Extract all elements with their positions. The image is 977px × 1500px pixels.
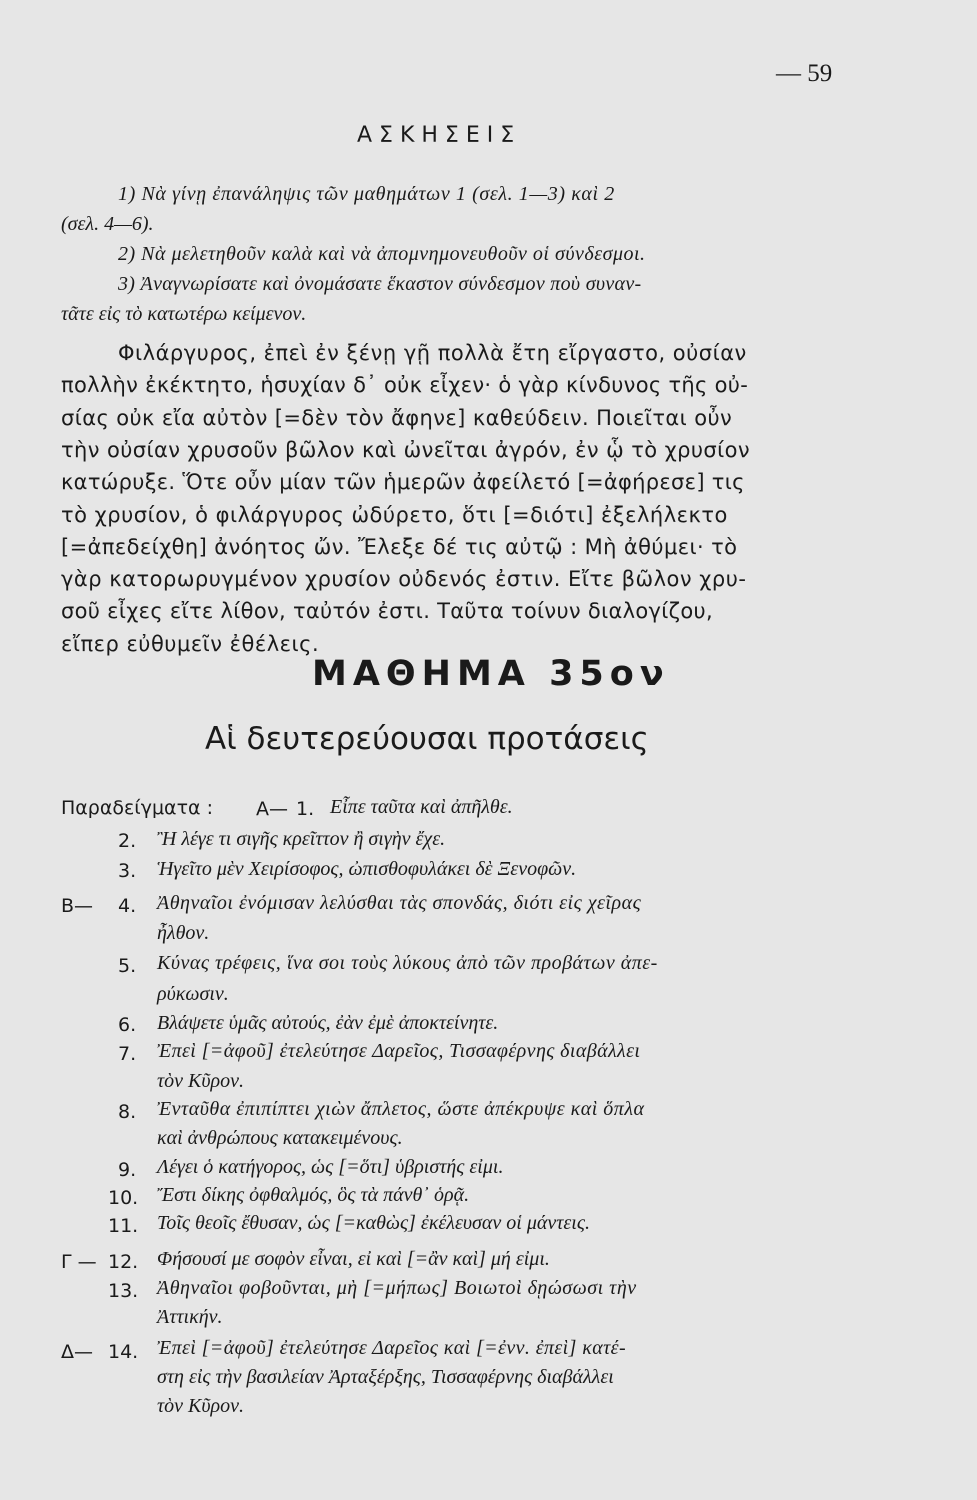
exercise-line: (σελ. 4—6). [61, 213, 154, 235]
example-number: 10. [108, 1187, 139, 1209]
example-group: Α— [256, 798, 288, 820]
example-group: Δ— [61, 1341, 93, 1363]
example-number: 2. [118, 830, 137, 852]
passage-line: πολλὴν ἐκέκτητο, ἡσυχίαν δ᾿ οὐκ εἶχεν· ὁ γὰρ κίνδυνος τῆς οὐ- [61, 373, 749, 397]
lesson-subtitle: Αἱ δευτερεύουσαι προτάσεις [205, 721, 649, 757]
example-number: 14. [108, 1341, 139, 1363]
passage-line: [=ἀπεδείχθη] ἀνόητος ὤν. Ἔλεξε δέ τις αὐτῷ : Μὴ ἀθύμει· τὸ [61, 535, 738, 559]
passage-line: τὸ χρυσίον, ὁ φιλάργυρος ὠδύρετο, ὅτι [=διότι] ἐξελήλεκτο [61, 503, 728, 527]
exercise-line: 3) Ἀναγνωρίσατε καὶ ὀνομάσατε ἕκαστον σύνδεσμον ποὺ συναν- [118, 273, 642, 295]
example-text: Ἀθηναῖοι φοβοῦνται, μὴ [=μήπως] Βοιωτοὶ δῃώσωσι τὴν [157, 1277, 637, 1299]
example-number: 5. [118, 955, 137, 977]
example-number: 8. [118, 1101, 137, 1123]
passage-line: σίας οὐκ εἴα αὐτὸν [=δὲν τὸν ἄφηνε] καθεύδειν. Ποιεῖται οὖν [61, 406, 733, 430]
example-text: Φήσουσί με σοφὸν εἶναι, εἰ καὶ [=ἂν καὶ] μή εἰμι. [157, 1248, 550, 1270]
example-group: Β— [61, 895, 94, 917]
example-number: 6. [118, 1014, 137, 1036]
example-text: Βλάψετε ὑμᾶς αὐτούς, ἐὰν ἐμὲ ἀποκτείνητε. [157, 1012, 499, 1034]
example-text: Ἀττικήν. [157, 1306, 223, 1328]
example-text: Ἡγεῖτο μὲν Χειρίσοφος, ὠπισθοφυλάκει δὲ Ξενοφῶν. [157, 858, 577, 880]
passage-line: εἴπερ εὐθυμεῖν ἐθέλεις. [61, 632, 320, 656]
example-text: τὸν Κῦρον. [157, 1395, 245, 1417]
example-number: 7. [118, 1043, 137, 1065]
example-text: Ἀθηναῖοι ἐνόμισαν λελύσθαι τὰς σπονδάς, διότι εἰς χεῖρας [157, 892, 642, 914]
example-text: Λέγει ὁ κατήγορος, ὡς [=ὅτι] ὑβριστής εἰμι. [157, 1156, 504, 1178]
example-number: 3. [118, 860, 137, 882]
example-group: Γ — [61, 1251, 97, 1273]
example-text: καὶ ἀνθρώπους κατακειμένους. [157, 1127, 403, 1149]
exercises-heading: ΑΣΚΗΣΕΙΣ [357, 123, 522, 148]
example-number: 4. [118, 895, 137, 917]
example-text: στη εἰς τὴν βασιλείαν Ἀρταξέρξης, Τισσαφέρνης διαβάλλει [157, 1366, 614, 1388]
passage-line: κατώρυξε. Ὅτε οὖν μίαν τῶν ἡμερῶν ἀφείλετό [=ἀφήρεσε] τις [61, 470, 745, 494]
passage-line: Φιλάργυρος, ἐπεὶ ἐν ξένῃ γῇ πολλὰ ἔτη εἴργαστο, οὐσίαν [118, 341, 747, 365]
example-text: Ἔστι δίκης ὀφθαλμός, ὃς τὰ πάνθ᾿ ὁρᾷ. [157, 1184, 470, 1206]
example-text: Ἐπεὶ [=ἀφοῦ] ἐτελεύτησε Δαρεῖος, Τισσαφέρνης διαβάλλει [157, 1040, 641, 1062]
example-text: Ἐνταῦθα ἐπιπίπτει χιὼν ἄπλετος, ὥστε ἀπέκρυψε καὶ ὅπλα [157, 1098, 645, 1120]
example-text: Εἶπε ταῦτα καὶ ἀπῆλθε. [330, 796, 513, 818]
example-text: ρύκωσιν. [157, 983, 229, 1005]
exercise-line: 1) Νὰ γίνῃ ἐπανάληψις τῶν μαθημάτων 1 (σελ. 1—3) καὶ 2 [118, 183, 615, 205]
passage-line: σοῦ εἶχες εἴτε λίθον, ταὐτόν ἐστι. Ταῦτα τοίνυν διαλογίζου, [61, 599, 713, 623]
passage-line: γὰρ κατορωρυγμένον χρυσίον οὐδενός ἐστιν. Εἴτε βῶλον χρυ- [61, 567, 747, 591]
example-number: 13. [108, 1280, 139, 1302]
example-number: 11. [108, 1215, 139, 1237]
example-text: Ἐπεὶ [=ἀφοῦ] ἐτελεύτησε Δαρεῖος καὶ [=ἐνν. ἐπεὶ] κατέ- [157, 1337, 627, 1359]
passage-line: τὴν οὐσίαν χρυσοῦν βῶλον καὶ ὠνεῖται ἀγρόν, ἐν ᾧ τὸ χρυσίον [61, 438, 750, 462]
exercise-line: 2) Νὰ μελετηθοῦν καλὰ καὶ νὰ ἀπομνημονευθοῦν οἱ σύνδεσμοι. [118, 243, 646, 265]
example-text: Κύνας τρέφεις, ἵνα σοι τοὺς λύκους ἀπὸ τῶν προβάτων ἀπε- [157, 952, 658, 974]
example-number: 1. [296, 798, 315, 820]
lesson-title: ΜΑΘΗΜΑ 35ον [312, 654, 670, 694]
example-text: Τοῖς θεοῖς ἔθυσαν, ὡς [=καθὼς] ἐκέλευσαν οἱ μάντεις. [157, 1212, 590, 1234]
example-number: 9. [118, 1159, 137, 1181]
exercise-line: τᾶτε εἰς τὸ κατωτέρω κείμενον. [61, 303, 307, 325]
page-number: — 59 [776, 60, 833, 87]
example-number: 12. [108, 1251, 139, 1273]
example-text: ἦλθον. [157, 922, 210, 944]
example-text: τὸν Κῦρον. [157, 1070, 245, 1092]
example-text: Ἢ λέγε τι σιγῆς κρεῖττον ἢ σιγὴν ἔχε. [157, 828, 446, 850]
examples-label: Παραδείγματα : [61, 797, 213, 819]
